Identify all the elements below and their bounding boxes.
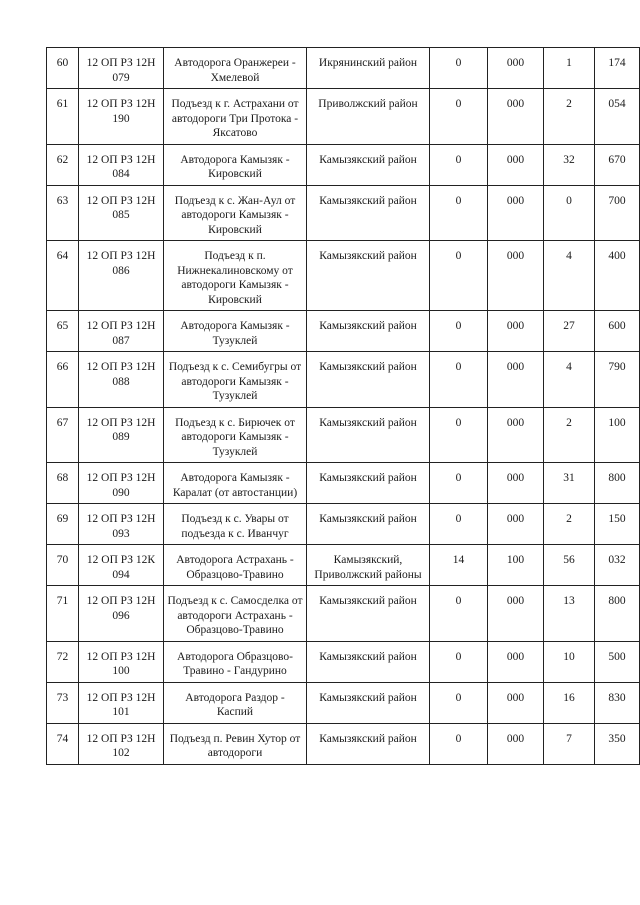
road-name: Автодорога Оранжереи - Хмелевой <box>164 48 307 89</box>
table-row <box>47 407 640 463</box>
road-code: 12 ОП РЗ 12Н 190 <box>79 89 164 145</box>
km-start: 0 <box>430 311 488 352</box>
m-start: 000 <box>488 352 544 408</box>
district: Камызякский район <box>307 682 430 723</box>
district: Икрянинский район <box>307 48 430 89</box>
km-start: 0 <box>430 185 488 241</box>
road-code: 12 ОП РЗ 12Н 096 <box>79 586 164 642</box>
km-end: 13 <box>544 586 595 642</box>
row-number: 73 <box>47 682 79 723</box>
road-name: Подъезд к с. Увары от подъезда к с. Иванчуг <box>164 504 307 545</box>
row-number: 60 <box>47 48 79 89</box>
table-row <box>47 144 640 185</box>
m-end: 830 <box>595 682 640 723</box>
m-start: 000 <box>488 89 544 145</box>
district: Камызякский район <box>307 586 430 642</box>
km-start: 0 <box>430 144 488 185</box>
table-row <box>47 48 640 89</box>
km-start: 0 <box>430 352 488 408</box>
district: Приволжский район <box>307 89 430 145</box>
m-end: 670 <box>595 144 640 185</box>
km-end: 32 <box>544 144 595 185</box>
road-name: Подъезд к с. Жан-Аул от автодороги Камызяк - Кировский <box>164 185 307 241</box>
table-row <box>47 682 640 723</box>
row-number: 72 <box>47 641 79 682</box>
district: Камызякский, Приволжский районы <box>307 545 430 586</box>
district: Камызякский район <box>307 641 430 682</box>
m-end: 400 <box>595 241 640 311</box>
m-start: 000 <box>488 185 544 241</box>
table-row <box>47 311 640 352</box>
table-row <box>47 185 640 241</box>
table-row <box>47 504 640 545</box>
km-end: 56 <box>544 545 595 586</box>
road-name: Автодорога Астрахань - Образцово-Травино <box>164 545 307 586</box>
m-end: 350 <box>595 723 640 764</box>
road-code: 12 ОП РЗ 12Н 089 <box>79 407 164 463</box>
m-end: 600 <box>595 311 640 352</box>
km-end: 4 <box>544 241 595 311</box>
table-row <box>47 723 640 764</box>
road-code: 12 ОП РЗ 12Н 090 <box>79 463 164 504</box>
m-start: 000 <box>488 48 544 89</box>
km-end: 2 <box>544 89 595 145</box>
road-name: Подъезд к с. Самосделка от автодороги Астрахань - Образцово-Травино <box>164 586 307 642</box>
km-start: 0 <box>430 682 488 723</box>
road-name: Автодорога Камызяк - Тузуклей <box>164 311 307 352</box>
table-row <box>47 641 640 682</box>
km-start: 0 <box>430 241 488 311</box>
district: Камызякский район <box>307 504 430 545</box>
road-name: Автодорога Камызяк - Каралат (от автостанции) <box>164 463 307 504</box>
row-number: 67 <box>47 407 79 463</box>
row-number: 64 <box>47 241 79 311</box>
row-number: 68 <box>47 463 79 504</box>
road-name: Автодорога Раздор - Каспий <box>164 682 307 723</box>
m-start: 000 <box>488 311 544 352</box>
road-name: Автодорога Образцово-Травино - Гандурино <box>164 641 307 682</box>
m-start: 000 <box>488 723 544 764</box>
m-end: 032 <box>595 545 640 586</box>
district: Камызякский район <box>307 407 430 463</box>
road-code: 12 ОП РЗ 12Н 084 <box>79 144 164 185</box>
road-code: 12 ОП РЗ 12Н 101 <box>79 682 164 723</box>
row-number: 69 <box>47 504 79 545</box>
table-row <box>47 463 640 504</box>
table-row <box>47 545 640 586</box>
district: Камызякский район <box>307 241 430 311</box>
m-end: 800 <box>595 463 640 504</box>
m-start: 000 <box>488 241 544 311</box>
road-code: 12 ОП РЗ 12Н 087 <box>79 311 164 352</box>
m-end: 790 <box>595 352 640 408</box>
road-code: 12 ОП РЗ 12Н 088 <box>79 352 164 408</box>
m-end: 150 <box>595 504 640 545</box>
road-code: 12 ОП РЗ 12Н 086 <box>79 241 164 311</box>
table-row <box>47 241 640 311</box>
km-start: 14 <box>430 545 488 586</box>
district: Камызякский район <box>307 723 430 764</box>
road-code: 12 ОП РЗ 12К 094 <box>79 545 164 586</box>
km-start: 0 <box>430 586 488 642</box>
km-start: 0 <box>430 89 488 145</box>
km-end: 31 <box>544 463 595 504</box>
row-number: 61 <box>47 89 79 145</box>
km-end: 7 <box>544 723 595 764</box>
row-number: 74 <box>47 723 79 764</box>
km-end: 2 <box>544 407 595 463</box>
road-code: 12 ОП РЗ 12Н 093 <box>79 504 164 545</box>
m-end: 500 <box>595 641 640 682</box>
m-start: 000 <box>488 504 544 545</box>
km-end: 10 <box>544 641 595 682</box>
table-row <box>47 586 640 642</box>
km-start: 0 <box>430 723 488 764</box>
road-name: Автодорога Камызяк - Кировский <box>164 144 307 185</box>
row-number: 70 <box>47 545 79 586</box>
row-number: 66 <box>47 352 79 408</box>
m-start: 100 <box>488 545 544 586</box>
m-start: 000 <box>488 407 544 463</box>
road-name: Подъезд п. Ревин Хутор от автодороги <box>164 723 307 764</box>
row-number: 63 <box>47 185 79 241</box>
m-start: 000 <box>488 586 544 642</box>
table-row <box>47 352 640 408</box>
km-start: 0 <box>430 641 488 682</box>
roads-table-body <box>47 48 640 765</box>
m-start: 000 <box>488 682 544 723</box>
m-end: 700 <box>595 185 640 241</box>
m-end: 800 <box>595 586 640 642</box>
road-name: Подъезд к с. Семибугры от автодороги Камызяк - Тузуклей <box>164 352 307 408</box>
roads-table <box>46 47 640 765</box>
road-code: 12 ОП РЗ 12Н 085 <box>79 185 164 241</box>
road-code: 12 ОП РЗ 12Н 100 <box>79 641 164 682</box>
district: Камызякский район <box>307 352 430 408</box>
m-end: 054 <box>595 89 640 145</box>
table-row <box>47 89 640 145</box>
m-start: 000 <box>488 463 544 504</box>
district: Камызякский район <box>307 185 430 241</box>
district: Камызякский район <box>307 463 430 504</box>
district: Камызякский район <box>307 311 430 352</box>
km-start: 0 <box>430 407 488 463</box>
m-end: 100 <box>595 407 640 463</box>
road-code: 12 ОП РЗ 12Н 102 <box>79 723 164 764</box>
km-end: 27 <box>544 311 595 352</box>
km-end: 4 <box>544 352 595 408</box>
km-end: 16 <box>544 682 595 723</box>
m-end: 174 <box>595 48 640 89</box>
row-number: 65 <box>47 311 79 352</box>
road-name: Подъезд к п. Нижнекалиновскому от автодороги Камызяк - Кировский <box>164 241 307 311</box>
m-start: 000 <box>488 641 544 682</box>
km-start: 0 <box>430 463 488 504</box>
m-start: 000 <box>488 144 544 185</box>
road-name: Подъезд к с. Бирючек от автодороги Камызяк - Тузуклей <box>164 407 307 463</box>
road-name: Подъезд к г. Астрахани от автодороги Три Протока - Яксатово <box>164 89 307 145</box>
km-end: 2 <box>544 504 595 545</box>
km-end: 1 <box>544 48 595 89</box>
row-number: 71 <box>47 586 79 642</box>
district: Камызякский район <box>307 144 430 185</box>
road-code: 12 ОП РЗ 12Н 079 <box>79 48 164 89</box>
km-start: 0 <box>430 48 488 89</box>
km-end: 0 <box>544 185 595 241</box>
km-start: 0 <box>430 504 488 545</box>
row-number: 62 <box>47 144 79 185</box>
